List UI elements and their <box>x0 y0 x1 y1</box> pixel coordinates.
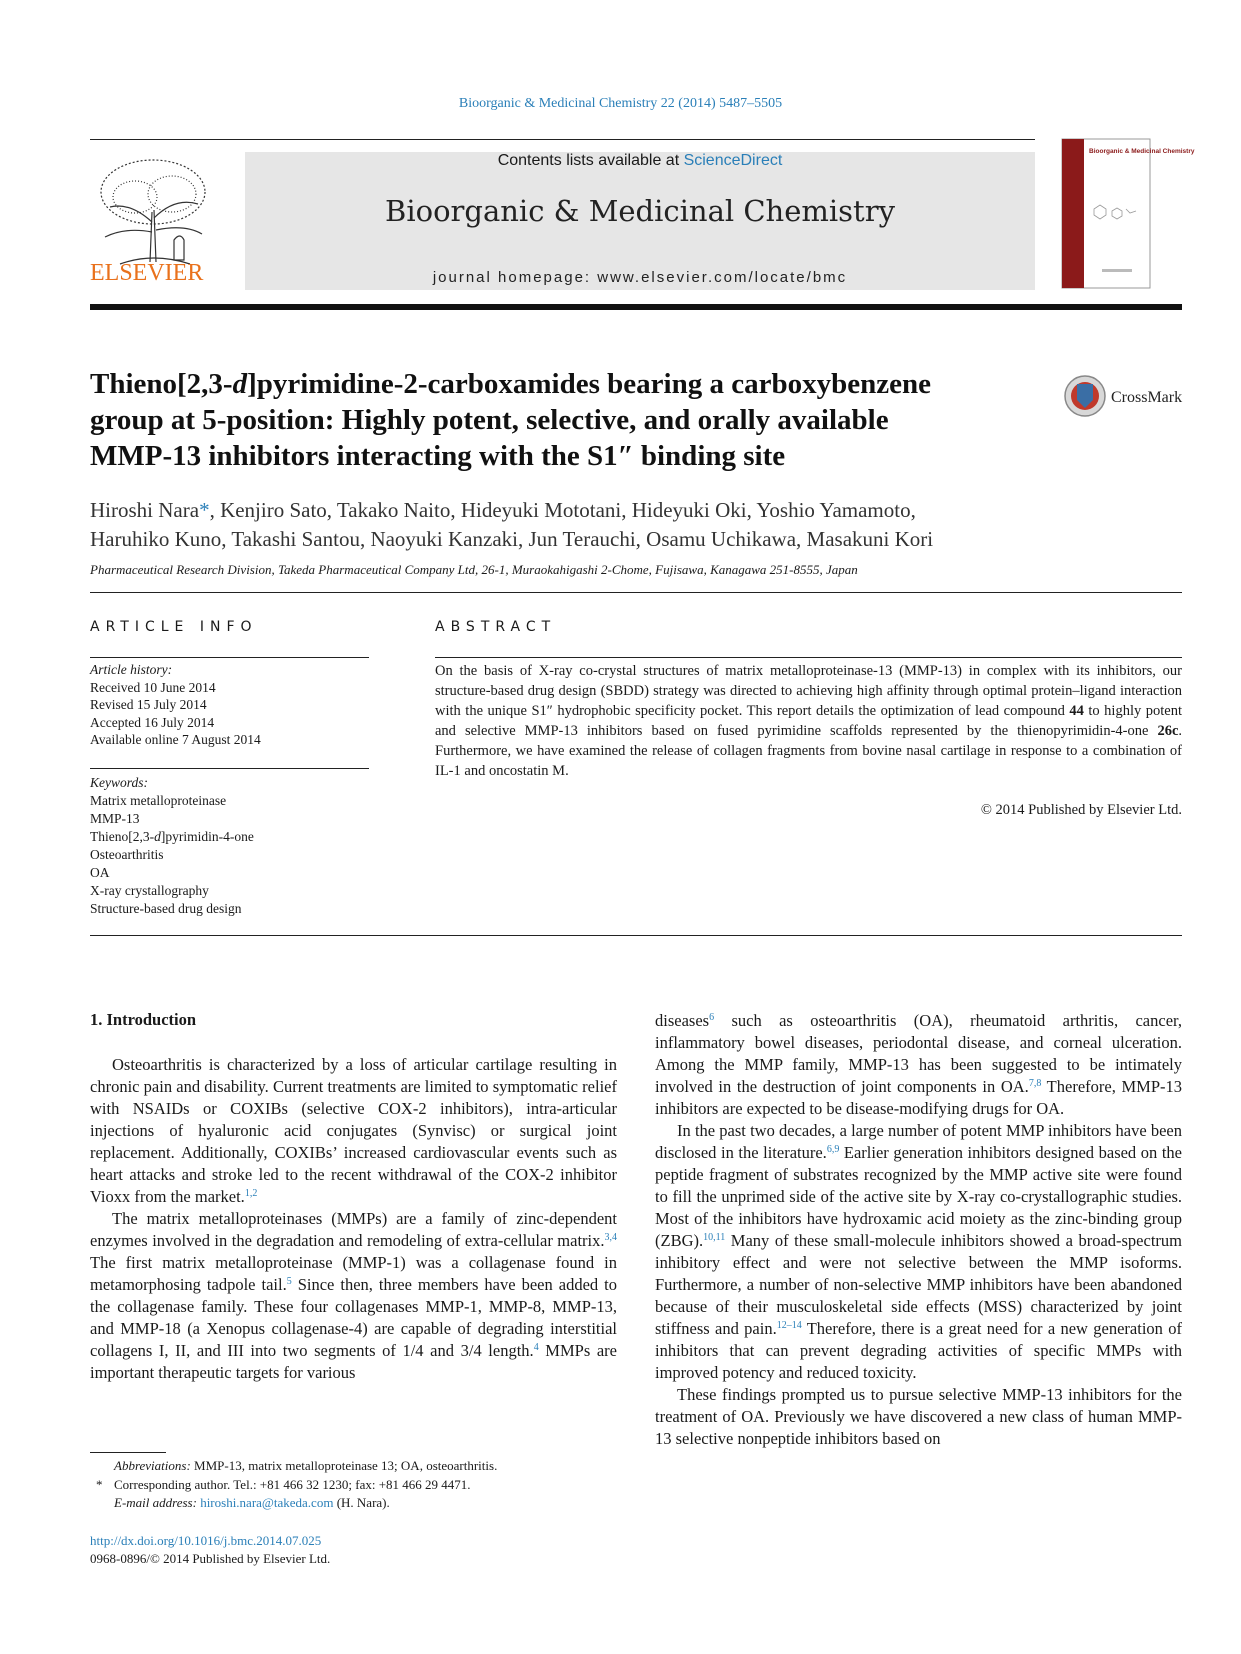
info-rule <box>90 657 369 658</box>
citation-ref[interactable]: 6,9 <box>826 1144 840 1155</box>
citation-ref[interactable]: 1,2 <box>244 1188 258 1199</box>
keyword: Structure-based drug design <box>90 901 242 916</box>
right-column <box>655 1010 1182 1450</box>
footnotes <box>90 1457 630 1513</box>
author-list: Hiroshi Nara*, Kenjiro Sato, Takako Naito, Hideyuki Mototani, Hideyuki Oki, Yoshio Yamamoto, Haruhiko Kuno, Takashi Santou, Naoyuki Kanzaki, Jun Terauchi, Osamu Uchikawa, Masakuni Kori <box>90 498 934 551</box>
email-footnote: E-mail address: hiroshi.nara@takeda.com (H. Nara). <box>114 1495 390 1510</box>
paragraph: The matrix metalloproteinases (MMPs) are a family of zinc-dependent enzymes involved in the degradation and remodeling of extra-cellular matrix.$^{3,4}$ The first matrix metalloproteinase (MMP-1) was a collagenase found in metamorphosing tadpole tail.$^5$ Since then, three members have been added to the collagenase family. These four collagenases MMP-1, MMP-8, MMP-13, and MMP-18 (a Xenopus collagenase-4) are capable of degrading interstitial collagens I, II, and III into two segments of 1/4 and 3/4 length.$^4$ MMPs are important therapeutic targets for various <box>90 1209 618 1382</box>
keyword: X-ray crystallography <box>90 883 209 898</box>
paragraph: Osteoarthritis is characterized by a loss of articular cartilage resulting in chronic pain and disability. Current treatments are limited to symptomatic relief with NSAIDs or COXIBs (selective COX-2 inhibitors), intra-articular injections of hyaluronic acid conjugates (Synvisc) or surgical joint replacement. Additionally, COXIBs’ increased cardiovascular events such as heart attacks and stroke led to the recent withdrawal of the COX-2 inhibitor Vioxx from the market.$^{1,2}$ <box>90 1055 617 1206</box>
cover-title: Bioorganic & Medicinal Chemistry <box>1089 148 1195 155</box>
left-column <box>90 1054 617 1384</box>
citation-ref[interactable]: 7,8 <box>1028 1078 1042 1089</box>
abstract-text: On the basis of X-ray co-crystal structures of matrix metalloproteinase-13 (MMP-13) in complex with its inhibitors, our structure-based drug design (SBDD) strategy was directed to achieving high affinity through optimal protein–ligand interaction with the unique S1″ hydrophobic specificity pocket. This report details the optimization of lead compound 44 to highly potent and selective MMP-13 inhibitors based on fused pyrimidine scaffolds represented by the thienopyrimidin-4-one 26c. Furthermore, we have examined the release of collagen fragments from bovine nasal cartilage in response to a combination of IL-1 and oncostatin M. <box>435 663 1182 779</box>
affiliation-rule <box>90 592 1182 593</box>
citation-ref[interactable]: 4 <box>533 1342 539 1353</box>
citation-ref[interactable]: 3,4 <box>604 1232 617 1243</box>
history-item: Revised 15 July 2014 <box>90 697 207 712</box>
paragraph: In the past two decades, a large number of potent MMP inhibitors have been disclosed in the literature.$^{6,9}$ Earlier generation inhibitors designed based on the peptide fragment of substrates recognized by the MMP active site were found to fill the unprimed side of the active site by X-ray co-crystallographic studies. Most of the inhibitors have hydroxamic acid moiety as the zinc-binding group (ZBG).$^{10,11}$ Many of these small-molecule inhibitors showed a broad-spectrum inhibitory effect and were not selective between the MMP isoforms. Furthermore, a number of non-selective MMP inhibitors have been abandoned because of their musculoskeletal side effects (MSS) characterized by joint stiffness and pain.$^{12-14}$ Therefore, there is a great need for a new generation of inhibitors that can prevent degrading activities of specific MMPs with improved potency and reduced toxicity. <box>655 1121 1182 1382</box>
keyword: MMP-13 <box>90 811 140 826</box>
section-heading: 1. Introduction <box>90 1010 197 1029</box>
abstract-heading: ABSTRACT <box>435 619 557 635</box>
affiliation: Pharmaceutical Research Division, Takeda Pharmaceutical Company Ltd, 26-1, Muraokahigashi 2-Chome, Fujisawa, Kanagawa 251-8555, Japan <box>90 562 858 577</box>
issn-line: 0968-0896/© 2014 Published by Elsevier Ltd. <box>90 1551 331 1566</box>
abstract-rule <box>435 657 1182 658</box>
journal-cover <box>1062 139 1195 288</box>
history-item: Available online 7 August 2014 <box>90 732 261 747</box>
article-info-heading: ARTICLE INFO <box>90 619 258 635</box>
paragraph: These findings prompted us to pursue selective MMP-13 inhibitors for the treatment of OA. Previously we have discovered a new class of human MMP-13 selective nonpeptide inhibitors based on <box>655 1385 1182 1448</box>
elsevier-logo <box>90 152 218 292</box>
abstract-copyright: © 2014 Published by Elsevier Ltd. <box>980 802 1182 818</box>
keyword: Matrix metalloproteinase <box>90 793 227 808</box>
keyword: Osteoarthritis <box>90 847 164 862</box>
citation-ref[interactable]: 5 <box>286 1276 292 1287</box>
history-item: Received 10 June 2014 <box>90 679 216 695</box>
journal-homepage[interactable]: journal homepage: www.elsevier.com/locate/bmc <box>432 269 848 286</box>
sciencedirect-link[interactable]: ScienceDirect <box>683 152 783 169</box>
citation-ref[interactable]: 10,11 <box>703 1232 726 1243</box>
info-rule <box>90 768 369 769</box>
keyword: OA <box>90 865 110 880</box>
header-thick-rule <box>90 304 1182 310</box>
corresponding-footnote: * Corresponding author. Tel.: +81 466 32 1230; fax: +81 466 29 4471. <box>96 1476 471 1492</box>
paragraph: diseases$^6$ such as osteoarthritis (OA), rheumatoid arthritis, cancer, inflammatory bowel diseases, periodontal disease, and corneal ulceration. Among the MMP family, MMP-13 has been suggested to be intimately involved in the destruction of joint components in OA.$^{7,8}$ Therefore, MMP-13 inhibitors are expected to be disease-modifying drugs for OA. <box>655 1011 1182 1118</box>
doi-link[interactable]: http://dx.doi.org/10.1016/j.bmc.2014.07.025 <box>90 1533 322 1548</box>
citation-ref[interactable]: 12–14 <box>776 1320 802 1331</box>
header-rule <box>90 139 1035 140</box>
journal-name: Bioorganic & Medicinal Chemistry <box>385 194 895 228</box>
elsevier-wordmark: ELSEVIER <box>90 260 204 286</box>
keyword: Thieno[2,3-d]pyrimidin-4-one <box>90 829 254 844</box>
article-title: Thieno[2,3-d]pyrimidine-2-carboxamides bearing a carboxybenzene group at 5-position: Highly potent, selective, and orally available MMP-13 inhibitors interacting with the S1″ binding site <box>90 368 931 472</box>
history-item: Accepted 16 July 2014 <box>90 714 215 730</box>
journal-citation[interactable]: Bioorganic & Medicinal Chemistry 22 (2014) 5487–5505 <box>458 96 783 111</box>
journal-banner <box>245 152 1035 290</box>
abbreviations-footnote: Abbreviations: MMP-13, matrix metalloproteinase 13; OA, osteoarthritis. <box>114 1458 498 1473</box>
article-history: Article history: Received 10 June 2014 Revised 15 July 2014 Accepted 16 July 2014 Available online 7 August 2014 <box>90 661 369 749</box>
crossmark-label: CrossMark <box>1111 389 1183 406</box>
author-name: Hiroshi Nara <box>90 498 200 522</box>
email-link[interactable]: hiroshi.nara@takeda.com <box>200 1495 334 1510</box>
abstract-end-rule <box>90 935 1182 936</box>
footnote-rule <box>90 1452 166 1453</box>
citation-ref[interactable]: 6 <box>709 1012 715 1023</box>
crossmark-badge[interactable] <box>1063 374 1183 418</box>
keywords: Keywords: Matrix metalloproteinase MMP-13 Thieno[2,3-d]pyrimidin-4-one Osteoarthritis OA X-ray crystallography Structure-based drug design <box>90 774 369 918</box>
contents-line: Contents lists available at ScienceDirect <box>497 152 783 169</box>
corresponding-author-mark[interactable]: * <box>199 498 210 522</box>
